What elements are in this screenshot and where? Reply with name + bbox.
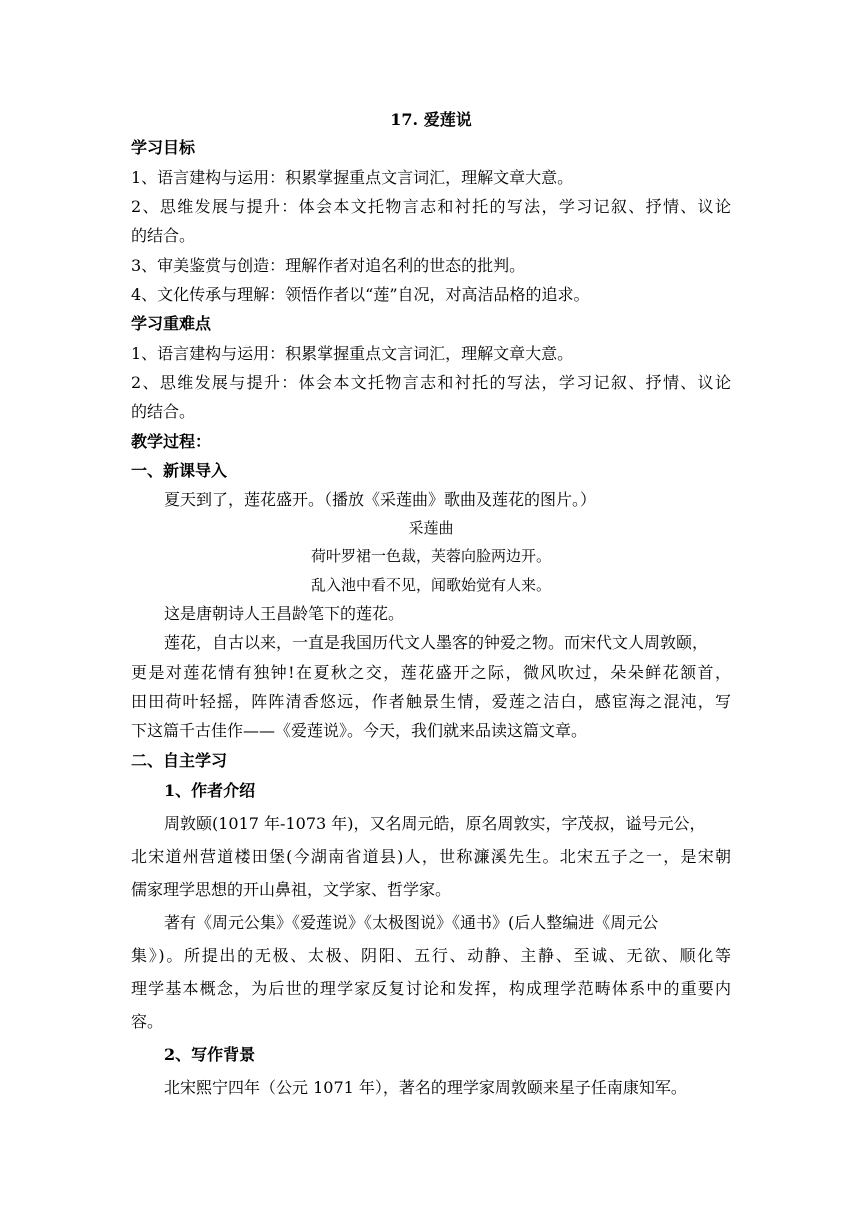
author-heading: 1、作者介绍 — [164, 781, 256, 800]
key-point-line: 1、语言建构与运用：积累掌握重点文言词汇，理解文章大意。 — [131, 344, 574, 363]
para-line: 莲花，自古以来，一直是我国历代文人墨客的钟爱之物。而宋代文人周敦颐， — [164, 633, 709, 652]
goal-line: 1、语言建构与运用：积累掌握重点文言词汇，理解文章大意。 — [131, 168, 574, 187]
author-line: 北宋道州营道楼田堡(今湖南省道县)人，世称濂溪先生。北宋五子之一，是宋朝 — [131, 847, 731, 866]
background-line: 北宋熙宁四年（公元 1071 年），著名的理学家周敦颐来星子任南康知军。 — [164, 1078, 687, 1097]
para-line: 田田荷叶轻摇，阵阵清香悠远，作者触景生情，爱莲之洁白，感宦海之混沌，写 — [131, 692, 731, 711]
key-points-heading: 学习重难点 — [131, 314, 212, 333]
key-point-line: 的结合。 — [131, 402, 196, 421]
author-line: 儒家理学思想的开山鼻祖，文学家、哲学家。 — [131, 880, 452, 899]
after-poem: 这是唐朝诗人王昌龄笔下的莲花。 — [164, 604, 405, 623]
background-heading: 2、写作背景 — [164, 1045, 256, 1064]
para-line: 更是对莲花情有独钟!在夏秋之交，莲花盛开之际，微风吹过，朵朵鲜花颔首， — [131, 663, 731, 682]
section1-heading: 一、新课导入 — [131, 461, 228, 480]
key-point-line: 2、思维发展与提升：体会本文托物言志和衬托的写法，学习记叙、抒情、议论 — [131, 373, 731, 392]
works-line: 集》)。所提出的无极、太极、阴阳、五行、动静、主静、至诚、无欲、顺化等 — [131, 946, 731, 965]
section2-heading: 二、自主学习 — [131, 751, 228, 770]
goal-line: 的结合。 — [131, 226, 196, 245]
goal-line: 3、审美鉴赏与创造：理解作者对追名利的世态的批判。 — [131, 256, 526, 275]
process-heading: 教学过程： — [131, 432, 212, 451]
section1-intro: 夏天到了，莲花盛开。（播放《采莲曲》歌曲及莲花的图片。） — [164, 490, 597, 509]
goals-heading: 学习目标 — [131, 138, 196, 157]
works-line: 著有《周元公集》《爱莲说》《太极图说》《通书》(后人整编进《周元公 — [164, 913, 659, 932]
goal-line: 4、文化传承与理解：领悟作者以“莲”自况，对高洁品格的追求。 — [131, 285, 590, 304]
goal-line: 2、思维发展与提升：体会本文托物言志和衬托的写法，学习记叙、抒情、议论 — [131, 197, 731, 216]
para-line: 下这篇千古佳作——《爱莲说》。今天，我们就来品读这篇文章。 — [131, 721, 588, 740]
poem-title: 采莲曲 — [408, 519, 454, 537]
page-title: 17. 爱莲说 — [390, 110, 472, 129]
works-line: 容。 — [131, 1012, 164, 1031]
poem-line: 乱入池中看不见，闻歌始觉有人来。 — [310, 576, 551, 594]
author-line: 周敦颐(1017 年-1073 年)，又名周元皓，原名周敦实，字茂叔，谥号元公， — [164, 814, 706, 833]
works-line: 理学基本概念，为后世的理学家反复讨论和发挥，构成理学范畴体系中的重要内 — [131, 979, 731, 998]
poem-line: 荷叶罗裙一色裁，芙蓉向脸两边开。 — [310, 547, 551, 565]
